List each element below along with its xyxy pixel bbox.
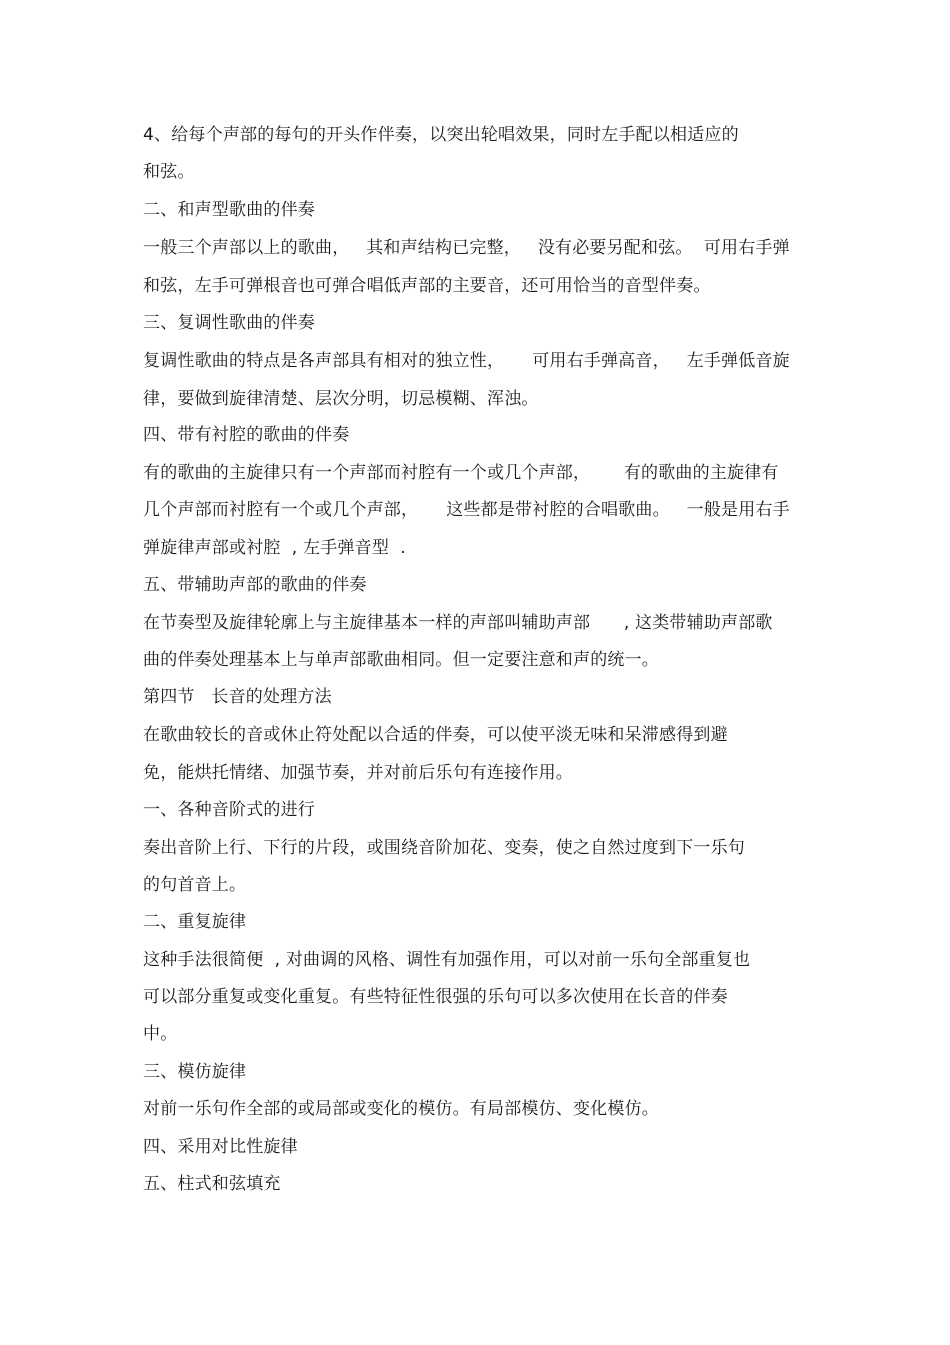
text-line: 4、给每个声部的每句的开头作伴奏，以突出轮唱效果，同时左手配以相适应的: [143, 125, 739, 145]
section-heading: 一、各种音阶式的进行: [143, 800, 315, 820]
section-heading: 二、和声型歌曲的伴奏: [143, 200, 315, 220]
section-heading: 三、模仿旋律: [143, 1062, 247, 1082]
text-line: 免，能烘托情绪、加强节奏，并对前后乐句有连接作用。: [143, 763, 573, 783]
text-line: 对前一乐句作全部的或局部或变化的模仿。有局部模仿、变化模仿。: [143, 1099, 659, 1119]
text-line: 这种手法很简便 , 对曲调的风格、调性有加强作用，可以对前一乐句全部重复也: [143, 950, 751, 970]
section-heading: 四、带有衬腔的歌曲的伴奏: [143, 425, 350, 445]
section-heading: 第四节 长音的处理方法: [143, 687, 332, 707]
section-heading: 五、柱式和弦填充: [143, 1174, 281, 1194]
text-line: 有的歌曲的主旋律只有一个声部而衬腔有一个或几个声部， 有的歌曲的主旋律有: [143, 463, 779, 483]
section-heading: 二、重复旋律: [143, 912, 247, 932]
text-line: 可以部分重复或变化重复。有些特征性很强的乐句可以多次使用在长音的伴奏: [143, 987, 728, 1007]
text-line: 的句首音上。: [143, 875, 247, 895]
text-line: 在歌曲较长的音或休止符处配以合适的伴奏，可以使平淡无味和呆滞感得到避: [143, 725, 728, 745]
section-heading: 三、复调性歌曲的伴奏: [143, 313, 315, 333]
text-line: 曲的伴奏处理基本上与单声部歌曲相同。但一定要注意和声的统一。: [143, 650, 659, 670]
section-heading: 四、采用对比性旋律: [143, 1137, 298, 1157]
text-line: 复调性歌曲的特点是各声部具有相对的独立性， 可用右手弹高音， 左手弹低音旋: [143, 351, 790, 371]
text-line: 在节奏型及旋律轮廓上与主旋律基本一样的声部叫辅助声部 , 这类带辅助声部歌: [143, 613, 773, 633]
text-line: 奏出音阶上行、下行的片段，或围绕音阶加花、变奏，使之自然过度到下一乐句: [143, 838, 745, 858]
text-line: 一般三个声部以上的歌曲， 其和声结构已完整， 没有必要另配和弦。 可用右手弹: [143, 238, 790, 258]
text-line: 和弦。: [143, 162, 195, 182]
text-line: 弹旋律声部或衬腔 , 左手弹音型 .: [143, 538, 406, 558]
text-line: 中。: [143, 1024, 178, 1044]
text-line: 和弦，左手可弹根音也可弹合唱低声部的主要音，还可用恰当的音型伴奏。: [143, 276, 711, 296]
section-heading: 五、带辅助声部的歌曲的伴奏: [143, 575, 367, 595]
text-line: 律，要做到旋律清楚、层次分明，切忌模糊、浑浊。: [143, 389, 539, 409]
text-line: 几个声部而衬腔有一个或几个声部， 这些都是带衬腔的合唱歌曲。 一般是用右手: [143, 500, 790, 520]
